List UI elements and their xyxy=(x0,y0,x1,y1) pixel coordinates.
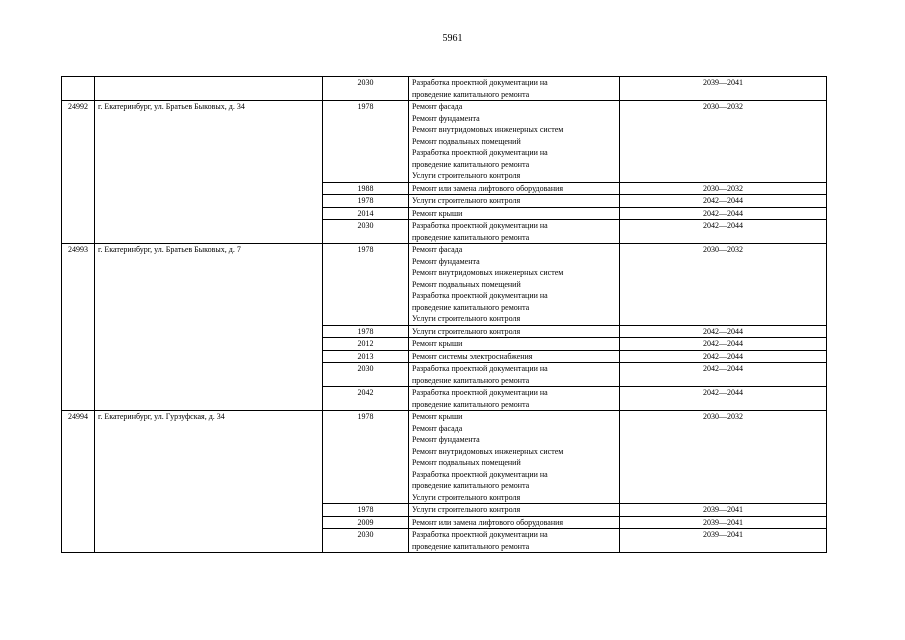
last-repair-year-cell: 1978 xyxy=(323,504,409,517)
work-type-line: Ремонт подвальных помещений xyxy=(412,279,521,289)
table-row xyxy=(62,244,827,326)
last-repair-year-cell: 1978 xyxy=(323,244,409,326)
work-type-line: Разработка проектной документации на xyxy=(412,530,548,539)
work-type-line: Ремонт крыши xyxy=(412,339,463,348)
work-types-cell xyxy=(409,195,620,208)
work-type-line: Услуги строительного контроля xyxy=(412,314,521,323)
planned-period-cell: 2042—2044 xyxy=(620,220,827,244)
work-type-line: Ремонт внутридомовых инженерных систем xyxy=(412,446,564,456)
planned-period-cell: 2030—2032 xyxy=(620,182,827,195)
last-repair-year-cell: 2042 xyxy=(323,387,409,411)
work-type-line: Разработка проектной документации на xyxy=(412,78,548,87)
work-type-line: Разработка проектной документации на xyxy=(412,469,548,479)
building-number-cell: 24992 xyxy=(62,101,95,244)
address-cell: г. Екатеринбург, ул. Гурзуфская, д. 34 xyxy=(95,411,323,553)
work-type-line: Услуги строительного контроля xyxy=(412,196,521,205)
work-types-cell xyxy=(409,350,620,363)
planned-period-cell: 2042—2044 xyxy=(620,350,827,363)
work-types-cell xyxy=(409,387,620,411)
last-repair-year-cell: 2030 xyxy=(323,220,409,244)
work-type-line: Разработка проектной документации на xyxy=(412,388,548,397)
work-type-line: Ремонт системы электроснабжения xyxy=(412,351,533,361)
work-type-line: Ремонт или замена лифтового оборудования xyxy=(412,517,564,527)
work-type-line: проведение капитального ремонта xyxy=(412,89,530,99)
planned-period-cell: 2042—2044 xyxy=(620,195,827,208)
work-type-line: проведение капитального ремонта xyxy=(412,541,530,551)
last-repair-year-cell: 1988 xyxy=(323,182,409,195)
last-repair-year-cell: 2014 xyxy=(323,207,409,220)
planned-period-cell: 2039—2041 xyxy=(620,504,827,517)
planned-period-cell: 2042—2044 xyxy=(620,387,827,411)
work-type-line: Ремонт внутридомовых инженерных систем xyxy=(412,268,564,277)
work-type-line: проведение капитального ремонта xyxy=(412,375,530,385)
work-type-line: Разработка проектной документации на xyxy=(412,221,548,230)
last-repair-year-cell: 1978 xyxy=(323,325,409,338)
work-type-line: Разработка проектной документации на xyxy=(412,364,548,373)
address-cell: г. Екатеринбург, ул. Братьев Быковых, д. 7 xyxy=(95,244,323,411)
last-repair-year-cell: 2012 xyxy=(323,338,409,351)
planned-period-cell: 2030—2032 xyxy=(620,411,827,504)
work-types-cell xyxy=(409,363,620,387)
work-types-cell xyxy=(409,504,620,517)
work-types-cell xyxy=(409,207,620,220)
building-number-cell: 24994 xyxy=(62,411,95,553)
work-type-line: Ремонт внутридомовых инженерных систем xyxy=(412,125,564,134)
work-type-line: Ремонт крыши xyxy=(412,208,463,218)
work-types-cell xyxy=(409,77,620,101)
last-repair-year-cell: 2030 xyxy=(323,363,409,387)
page-number: 5961 xyxy=(442,33,463,44)
work-type-line: Услуги строительного контроля xyxy=(412,171,521,180)
work-types-cell xyxy=(409,182,620,195)
last-repair-year-cell: 2030 xyxy=(323,77,409,101)
work-type-line: проведение капитального ремонта xyxy=(412,159,530,169)
planned-period-cell: 2039—2041 xyxy=(620,516,827,529)
work-type-line: Разработка проектной документации на xyxy=(412,148,548,157)
work-type-line: Ремонт фасада xyxy=(412,102,463,111)
work-type-line: Ремонт фундамента xyxy=(412,435,480,444)
work-type-line: Ремонт или замена лифтового оборудования xyxy=(412,183,564,193)
address-cell xyxy=(95,77,323,101)
building-number-cell xyxy=(62,77,95,101)
work-type-line: Ремонт подвальных помещений xyxy=(412,136,521,146)
work-type-line: проведение капитального ремонта xyxy=(412,481,530,490)
work-type-line: Услуги строительного контроля xyxy=(412,505,521,514)
work-type-line: Ремонт фасада xyxy=(412,245,463,254)
table-row xyxy=(62,101,827,183)
last-repair-year-cell: 1978 xyxy=(323,101,409,183)
table-row xyxy=(62,411,827,504)
last-repair-year-cell: 2009 xyxy=(323,516,409,529)
work-type-line: Услуги строительного контроля xyxy=(412,492,521,502)
work-types-cell xyxy=(409,411,620,504)
planned-period-cell: 2030—2032 xyxy=(620,101,827,183)
last-repair-year-cell: 1978 xyxy=(323,411,409,504)
work-type-line: Ремонт фундамента xyxy=(412,113,480,123)
table-row xyxy=(62,77,827,101)
work-type-line: Ремонт крыши xyxy=(412,412,463,421)
work-type-line: проведение капитального ремонта xyxy=(412,399,530,409)
planned-period-cell: 2042—2044 xyxy=(620,363,827,387)
planned-period-cell: 2039—2041 xyxy=(620,77,827,101)
last-repair-year-cell: 2013 xyxy=(323,350,409,363)
work-types-cell xyxy=(409,220,620,244)
work-type-line: Ремонт подвальных помещений xyxy=(412,458,521,467)
work-types-cell xyxy=(409,529,620,553)
planned-period-cell: 2042—2044 xyxy=(620,207,827,220)
building-number-cell: 24993 xyxy=(62,244,95,411)
work-type-line: Ремонт фундамента xyxy=(412,256,480,266)
repair-schedule-table xyxy=(61,76,827,553)
work-types-cell xyxy=(409,325,620,338)
last-repair-year-cell: 1978 xyxy=(323,195,409,208)
planned-period-cell: 2042—2044 xyxy=(620,338,827,351)
last-repair-year-cell: 2030 xyxy=(323,529,409,553)
work-type-line: Ремонт фасада xyxy=(412,423,463,433)
work-type-line: Услуги строительного контроля xyxy=(412,326,521,336)
work-types-cell xyxy=(409,101,620,183)
planned-period-cell: 2030—2032 xyxy=(620,244,827,326)
work-types-cell xyxy=(409,338,620,351)
work-type-line: проведение капитального ремонта xyxy=(412,302,530,312)
work-type-line: Разработка проектной документации на xyxy=(412,291,548,300)
work-type-line: проведение капитального ремонта xyxy=(412,232,530,242)
planned-period-cell: 2042—2044 xyxy=(620,325,827,338)
work-types-cell xyxy=(409,244,620,326)
address-cell: г. Екатеринбург, ул. Братьев Быковых, д. 34 xyxy=(95,101,323,244)
planned-period-cell: 2039—2041 xyxy=(620,529,827,553)
table-body xyxy=(62,77,827,553)
work-types-cell xyxy=(409,516,620,529)
